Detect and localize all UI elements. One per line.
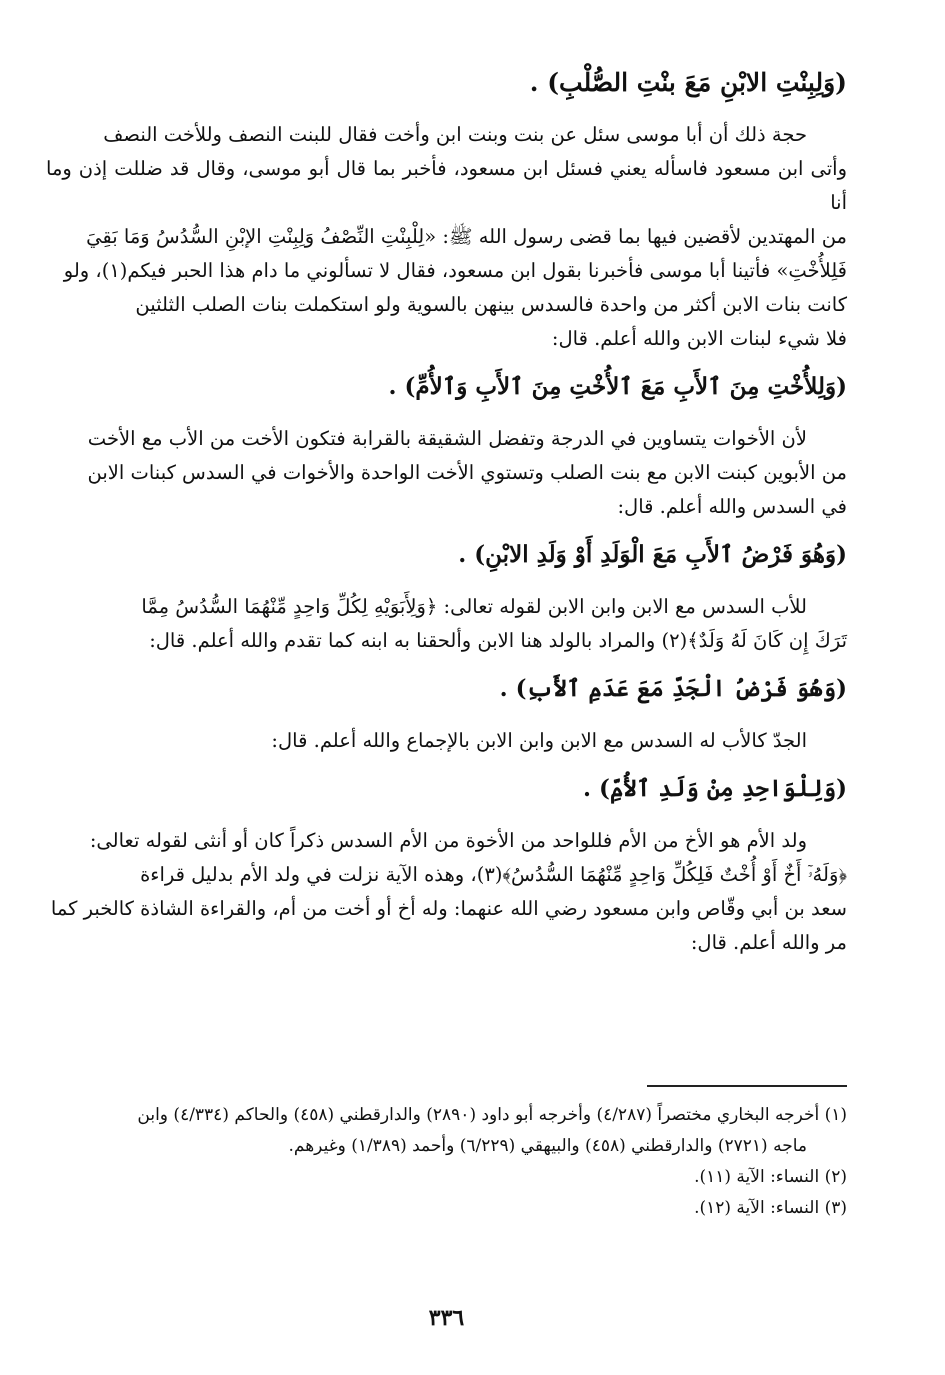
page-body — [46, 60, 847, 1335]
paragraph-3-line: تَرَكَ إِن كَانَ لَهُ وَلَدٌ﴾(٢) والمراد بالولد هنا الابن وألحقنا به ابنه كما تقدم والله أعلم. قال: — [149, 629, 847, 652]
footnote-2: (٢) النساء: الآية (١١). — [694, 1167, 847, 1187]
footnotes — [46, 1100, 847, 1224]
footnote-1: (١) أخرجه البخاري مختصراً (٤/٢٨٧) وأخرجه أبو داود (٢٨٩٠) والدارقطني (٤٥٨) والحاكم (٤/٣٣٤) وابن — [137, 1105, 847, 1125]
paragraph-1-line: من المهتدين لأقضين فيها بما قضى رسول الله ﷺ: «لِلْبِنْتِ النِّصْفُ وَلِبِنْتِ الإبْنِ السُّدُسُ وَمَا بَقِيَ — [86, 225, 847, 248]
paragraph-2-line: من الأبوين كبنت الابن مع بنت الصلب وتستوي الأخت الواحدة والأخوات في السدس كبنات الابن — [87, 461, 847, 484]
section-heading-3: (وَهُوَ فَرْضُ ٱلأَبِ مَعَ الْوَلَدِ أَوْ وَلَدِ الابْنِ) . — [458, 541, 847, 568]
paragraph-2-line: في السدس والله أعلم. قال: — [617, 495, 847, 518]
paragraph-2 — [46, 422, 847, 524]
page-number: ٣٣٦ — [428, 1305, 465, 1331]
section-heading-5: (وَلِلْوَاحِدِ مِنْ وَلَدِ ٱلأُمِّ) . — [583, 775, 847, 802]
paragraph-5-line: ﴿وَلَهُۥٓ أَخٌ أَوْ أُخْتٌ فَلِكُلِّ وَاحِدٍ مِّنْهُمَا السُّدُسُ﴾(٣)، وهذه الآية نزلت في ولد الأم بدليل قراءة — [140, 863, 847, 886]
paragraph-1 — [46, 118, 847, 356]
section-heading-4: (وَهُوَ فَرْضُ الْجَدِّ مَعَ عَدَمِ ٱلأَبِ) . — [499, 675, 847, 702]
section-heading-2: (وَلِلأُخْتِ مِنَ ٱلأَبِ مَعَ ٱلأُخْتِ مِنَ ٱلأَبِ وَٱلأُمِّ) . — [388, 373, 847, 400]
paragraph-1-line: فلا شيء لبنات الابن والله أعلم. قال: — [551, 327, 847, 350]
paragraph-5 — [46, 824, 847, 960]
footnote-1-continued: ماجه (٢٧٢١) والدارقطني (٤٥٨) والبيهقي (٦/٢٢٩) وأحمد (١/٣٨٩) وغيرهم. — [288, 1136, 807, 1156]
paragraph-4 — [46, 724, 847, 758]
footnote-divider — [647, 1085, 847, 1087]
paragraph-3 — [46, 590, 847, 658]
paragraph-4-line: الجدّ كالأب له السدس مع الابن وابن الابن بالإجماع والله أعلم. قال: — [271, 729, 807, 752]
paragraph-3-line: للأب السدس مع الابن وابن الابن لقوله تعالى: ﴿وَلِأَبَوَيْهِ لِكُلِّ وَاحِدٍ مِّنْهُمَا السُّدُسُ مِمَّا — [141, 595, 807, 618]
section-heading-1: (وَلِبِنْتِ الابْنِ مَعَ بنْتِ الصُّلْبِ) . — [529, 68, 847, 97]
paragraph-1-line: وأتى ابن مسعود فاسأله يعني فسئل ابن مسعود، فأخبر بما قال أبو موسى، وقال قد ضللت إذن وما أنا — [46, 157, 847, 214]
paragraph-1-line: حجة ذلك أن أبا موسى سئل عن بنت وبنت ابن وأخت فقال للبنت النصف وللأخت النصف — [103, 123, 807, 146]
paragraph-5-line: مر والله أعلم. قال: — [690, 931, 847, 954]
paragraph-2-line: لأن الأخوات يتساوين في الدرجة وتفضل الشقيقة بالقرابة فتكون الأخت من الأب مع الأخت — [87, 427, 807, 450]
paragraph-1-line: كانت بنات الابن أكثر من واحدة فالسدس بينهن بالسوية ولو استكملت بنات الصلب الثلثين — [135, 293, 847, 316]
paragraph-5-line: سعد بن أبي وقّاص وابن مسعود رضي الله عنهما: وله أخ أو أخت من أم، والقراءة الشاذة كالخبر كما — [50, 897, 847, 920]
paragraph-1-line: فَلِلأُخْتِ» فأتينا أبا موسى فأخبرنا بقول ابن مسعود، فقال لا تسألوني ما دام هذا الحبر فيكم(١)، ولو — [63, 259, 847, 282]
footnote-3: (٣) النساء: الآية (١٢). — [694, 1198, 847, 1218]
paragraph-5-line: ولد الأم هو الأخ من الأم فللواحد من الأخوة من الأم السدس ذكراً كان أو أنثى لقوله تعالى: — [89, 829, 807, 852]
